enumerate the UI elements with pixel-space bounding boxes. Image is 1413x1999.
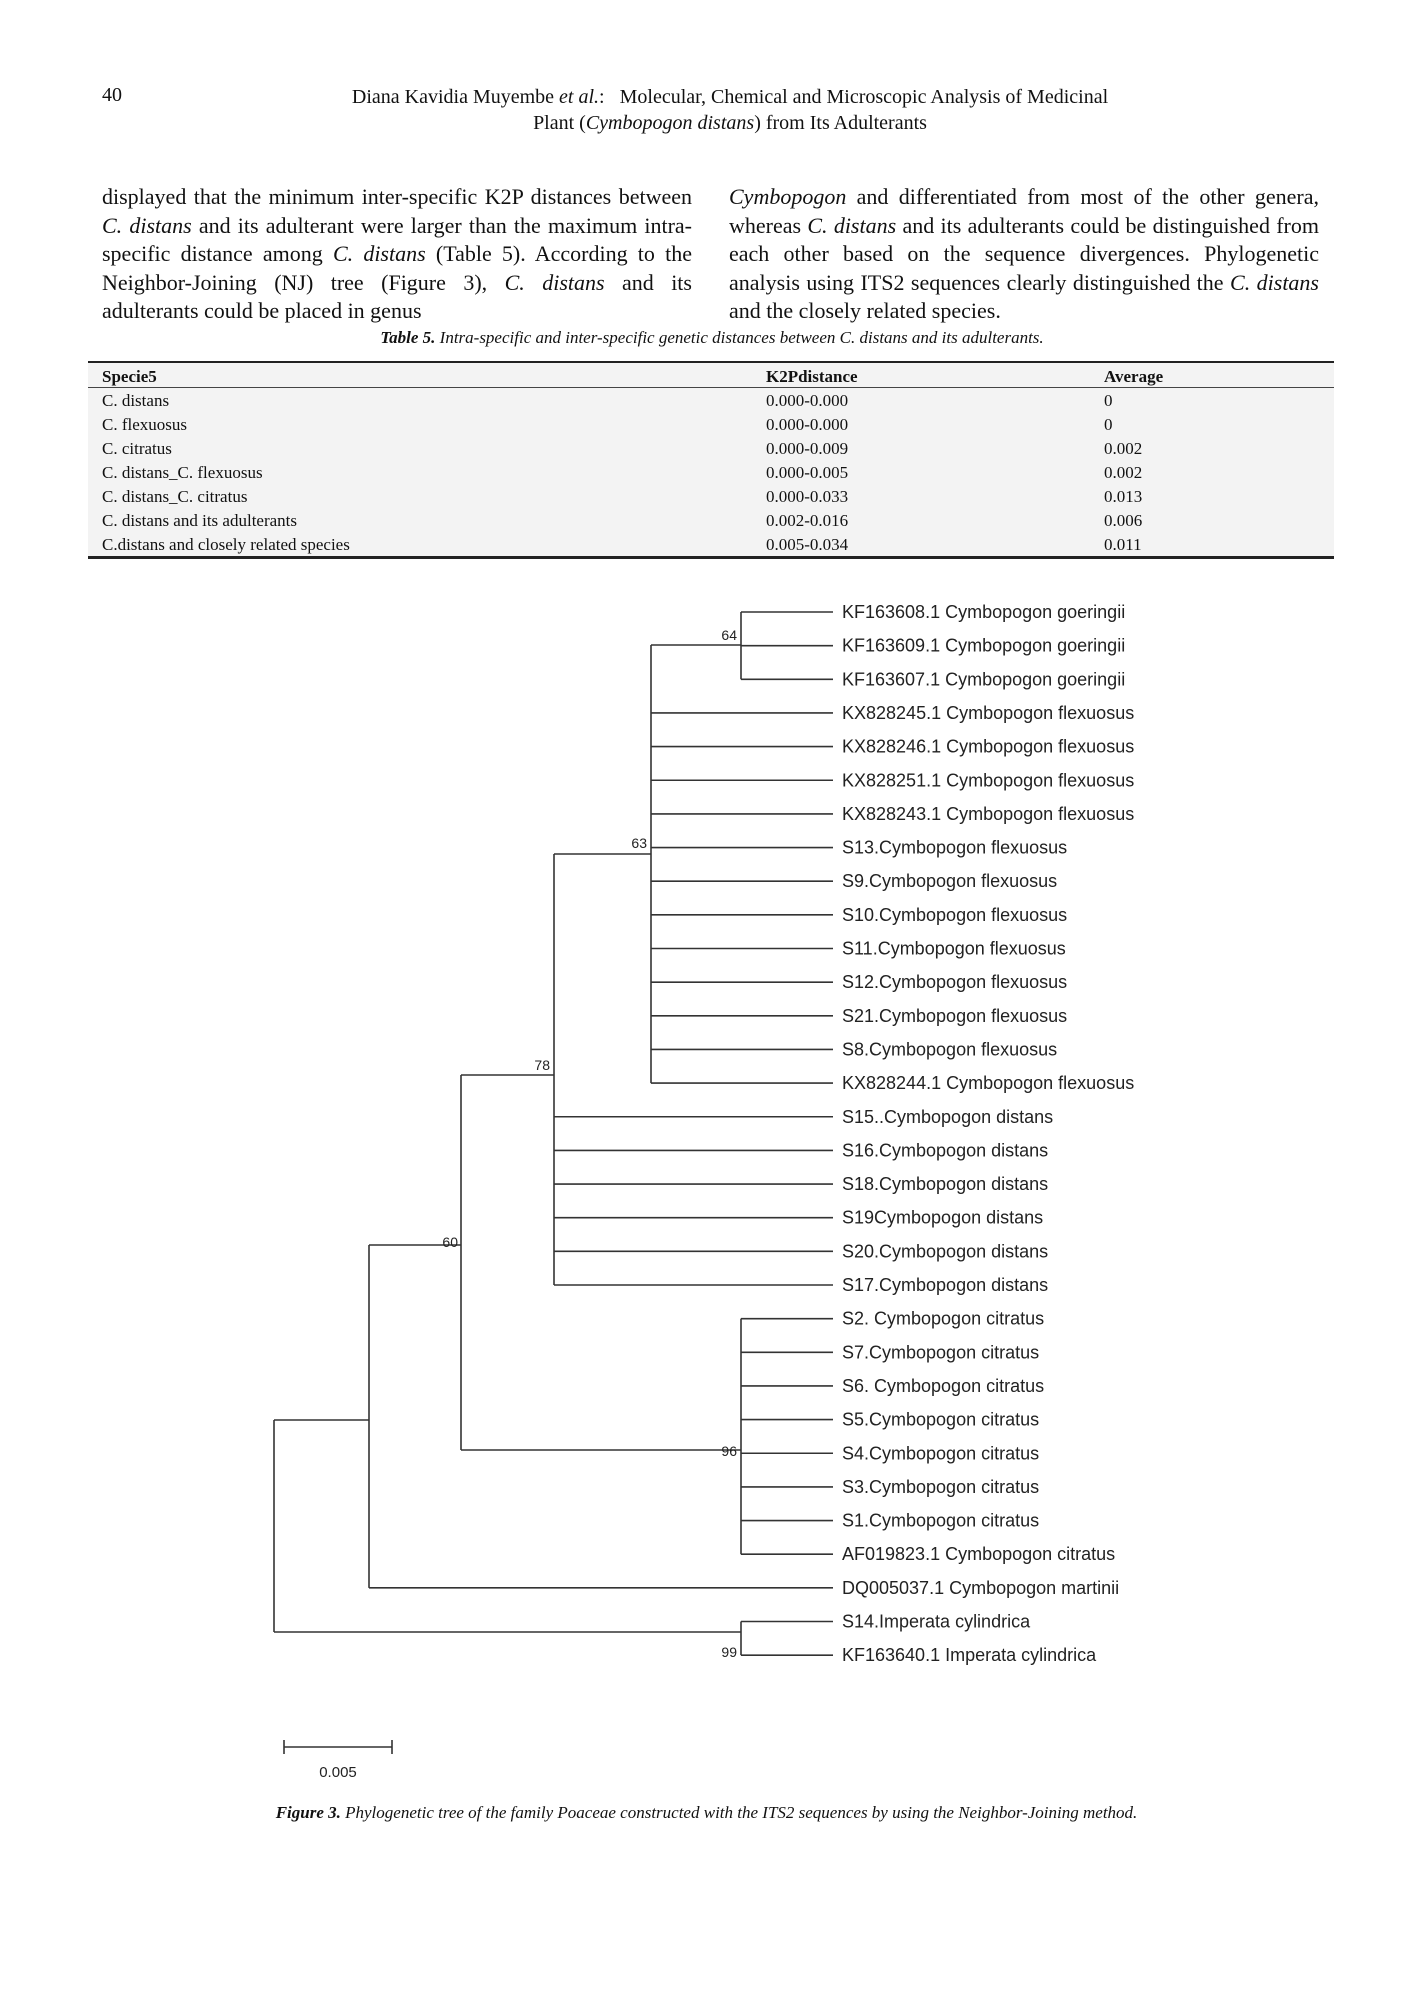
table-header-average: Average	[1090, 362, 1334, 388]
header-title-line-1: Molecular, Chemical and Microscopic Analysis of Medicinal	[619, 86, 1109, 108]
table-cell-species: C. distans and its adulterants	[88, 508, 752, 532]
header-colon: :	[599, 86, 605, 108]
scale-bar	[284, 1740, 392, 1781]
tree-leaf-label: KF163640.1 Imperata cylindrica	[842, 1645, 1097, 1666]
bootstrap-value: 78	[534, 1057, 550, 1073]
table-header-k2p-distance: K2Pdistance	[752, 362, 1090, 388]
table-cell-species: C. flexuosus	[88, 412, 752, 436]
tree-leaf-label: S9.Cymbopogon flexuosus	[842, 871, 1058, 892]
tree-leaf-label: S1.Cymbopogon citratus	[842, 1510, 1040, 1531]
tree-leaf-label: S17.Cymbopogon distans	[842, 1275, 1049, 1295]
tree-leaf-label: S5.Cymbopogon citratus	[842, 1409, 1040, 1430]
table-cell-species: C. distans	[88, 388, 752, 413]
bootstrap-value: 99	[721, 1644, 737, 1660]
tree-leaf-label: KF163608.1 Cymbopogon goeringii	[842, 602, 1126, 622]
species-name: C. distans	[807, 212, 897, 238]
bootstrap-value: 96	[721, 1443, 737, 1459]
table-cell-species: C. citratus	[88, 436, 752, 460]
page-number: 40	[102, 84, 122, 106]
table-cell-k2p: 0.005-0.034	[752, 532, 1090, 558]
table-cell-average: 0.011	[1090, 532, 1334, 558]
text-run: and differentiated from most of the other genera, whereas	[729, 184, 1319, 238]
header-title-pre: Plant (	[533, 112, 586, 134]
header-authors: Diana Kavidia Muyembe	[351, 86, 555, 108]
table-cell-species: C. distans_C. flexuosus	[88, 460, 752, 484]
table-cell-k2p: 0.000-0.009	[752, 436, 1090, 460]
genus-name: Cymbopogon	[729, 184, 847, 209]
tree-leaf-label: KF163609.1 Cymbopogon goeringii	[842, 635, 1126, 656]
table-cell-k2p: 0.000-0.000	[752, 388, 1090, 413]
table-cell-k2p: 0.000-0.000	[752, 412, 1090, 436]
tree-leaf-label: S18.Cymbopogon distans	[842, 1174, 1049, 1195]
tree-leaf-label: AF019823.1 Cymbopogon citratus	[842, 1544, 1116, 1565]
tree-branches	[274, 612, 833, 1655]
bootstrap-value: 64	[721, 627, 737, 643]
tree-leaf-label: S7.Cymbopogon citratus	[842, 1342, 1040, 1363]
table-cell-average: 0	[1090, 388, 1334, 413]
header-title-species: Cymbopogon distans	[585, 112, 755, 134]
tree-leaf-label: S13.Cymbopogon flexuosus	[842, 837, 1068, 858]
tree-leaf-label: KF163607.1 Cymbopogon goeringii	[842, 669, 1126, 690]
species-name: C. distans	[1230, 269, 1319, 295]
tree-leaf-labels	[842, 602, 1134, 1665]
species-name: C. distans	[504, 269, 605, 295]
table-cell-k2p: 0.002-0.016	[752, 508, 1090, 532]
tree-leaf-label: S2. Cymbopogon citratus	[842, 1308, 1045, 1329]
header-title-post: ) from Its Adulterants	[754, 112, 927, 134]
table-cell-k2p: 0.000-0.033	[752, 484, 1090, 508]
tree-leaf-label: S11.Cymbopogon flexuosus	[842, 938, 1066, 959]
tree-leaf-label: S10.Cymbopogon flexuosus	[842, 904, 1068, 925]
tree-leaf-label: S14.Imperata cylindrica	[842, 1611, 1031, 1632]
tree-leaf-label: DQ005037.1 Cymbopogon martinii	[842, 1577, 1120, 1598]
tree-leaf-label: S16.Cymbopogon distans	[842, 1140, 1049, 1161]
scale-bar-label: 0.005	[319, 1764, 357, 1781]
bootstrap-value: 60	[442, 1234, 458, 1250]
table-caption-label: Table 5.	[380, 328, 436, 347]
tree-leaf-label: KX828244.1 Cymbopogon flexuosus	[842, 1073, 1135, 1094]
tree-bootstrap-values	[442, 627, 737, 1660]
tree-leaf-label: S3.Cymbopogon citratus	[842, 1476, 1040, 1497]
tree-leaf-label: KX828245.1 Cymbopogon flexuosus	[842, 702, 1135, 723]
text-run: (Table 5). According to the Neighbor-Joining (NJ) tree (Figure 3),	[102, 241, 692, 295]
text-run: displayed that the minimum inter-specific K2P distances between	[102, 184, 692, 209]
tree-leaf-label: KX828251.1 Cymbopogon flexuosus	[842, 770, 1135, 791]
table-cell-average: 0.013	[1090, 484, 1334, 508]
tree-leaf-label: S20.Cymbopogon distans	[842, 1241, 1049, 1262]
table-cell-average: 0.002	[1090, 436, 1334, 460]
figure-caption-text: Phylogenetic tree of the family Poaceae constructed with the ITS2 sequences by using the Neighbor-Joining method.	[340, 1803, 1138, 1822]
text-run: and its adulterant were larger than the maximum intra-specific distance among	[102, 212, 692, 267]
figure-caption-label: Figure 3.	[275, 1803, 341, 1822]
table-header-species: Specie5	[88, 362, 752, 388]
tree-leaf-label: S21.Cymbopogon flexuosus	[842, 1005, 1068, 1026]
text-run: and its adulterants could be distinguished from each other based on the sequence divergences. Phylogenetic analysis using ITS2 sequences clearly distinguished the	[729, 212, 1319, 295]
bootstrap-value: 63	[631, 835, 647, 851]
species-name: C. distans	[332, 241, 426, 267]
table-cell-average: 0	[1090, 412, 1334, 436]
table-cell-k2p: 0.000-0.005	[752, 460, 1090, 484]
tree-leaf-label: S19Cymbopogon distans	[842, 1207, 1044, 1228]
tree-leaf-label: S8.Cymbopogon flexuosus	[842, 1039, 1058, 1060]
table-cell-average: 0.002	[1090, 460, 1334, 484]
text-run: and the closely related species.	[729, 298, 1001, 324]
table-caption-text: Intra-specific and inter-specific genetic distances between C. distans and its adulterants.	[435, 328, 1044, 347]
figure-3-caption	[100, 1803, 1313, 1823]
table-cell-average: 0.006	[1090, 508, 1334, 532]
text-run: and its adulterants could be placed in genus	[102, 269, 692, 324]
tree-leaf-label: S15..Cymbopogon distans	[842, 1106, 1054, 1127]
tree-leaf-label: KX828246.1 Cymbopogon flexuosus	[842, 736, 1135, 757]
table-cell-species: C. distans_C. citratus	[88, 484, 752, 508]
header-et-al: et al.	[559, 86, 600, 108]
tree-leaf-label: S6. Cymbopogon citratus	[842, 1375, 1045, 1396]
tree-leaf-label: S12.Cymbopogon flexuosus	[842, 972, 1068, 993]
species-name: C. distans	[102, 212, 192, 238]
tree-leaf-label: KX828243.1 Cymbopogon flexuosus	[842, 803, 1135, 824]
tree-leaf-label: S4.Cymbopogon citratus	[842, 1443, 1040, 1464]
table-cell-species: C.distans and closely related species	[88, 532, 752, 558]
